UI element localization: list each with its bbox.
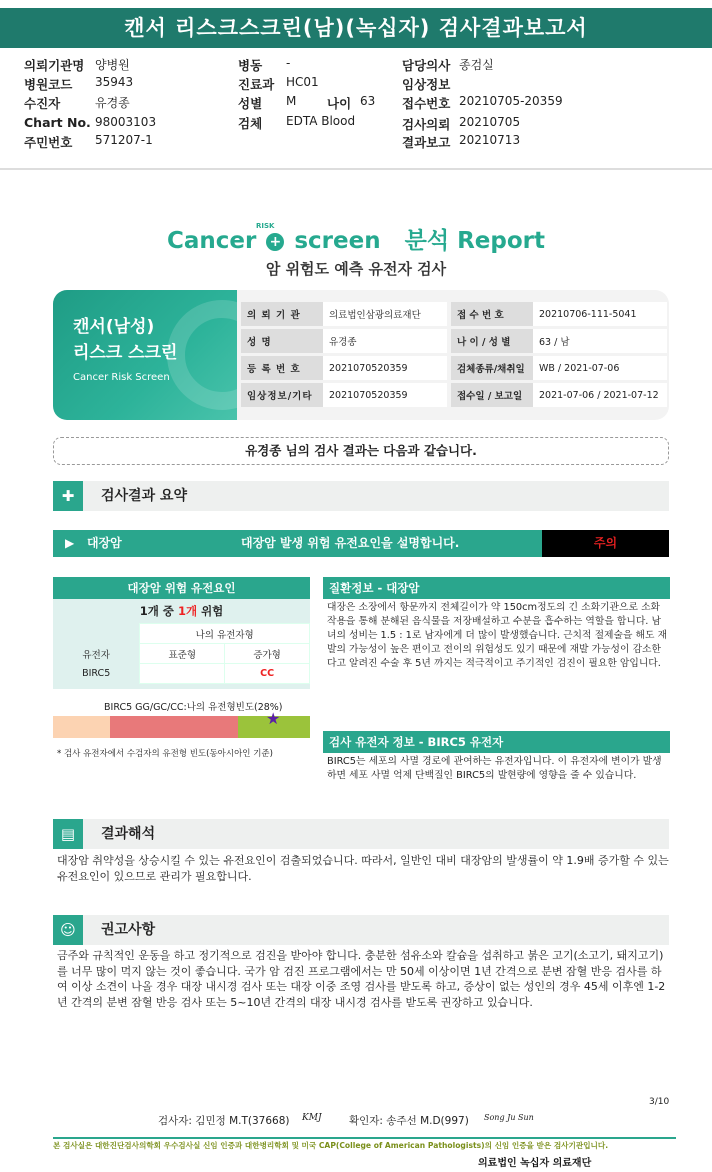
section-title: 검사결과 요약: [101, 488, 188, 504]
frequency-segment: [110, 716, 239, 738]
patient-info-block: [53, 290, 669, 420]
value: 98003103: [95, 115, 157, 129]
report-title: 캔서 리스크스크린(남)(녹십자) 검사결과보고서: [0, 8, 712, 48]
info-key: 등 록 번 호: [241, 356, 323, 380]
section-interpretation: [53, 819, 669, 849]
label: 진료과: [238, 77, 275, 92]
info-value: 63 / 남: [533, 329, 667, 353]
table-row: [241, 329, 667, 353]
table-row: [53, 664, 310, 684]
count-post: 위험: [201, 604, 224, 618]
info-key: 의 뢰 기 관: [241, 302, 323, 326]
label: 의뢰기관명: [24, 58, 85, 73]
label: 접수번호: [402, 96, 451, 111]
info-key: 임상정보/기타: [241, 383, 323, 407]
label: 수진자: [24, 96, 61, 111]
label: Chart No.: [24, 115, 91, 130]
std-col-header: 표준형: [140, 644, 225, 664]
brand-logo: [0, 222, 712, 255]
tester: 검사자: 김민정 M.T(37668): [158, 1115, 290, 1127]
brand-report: Report: [457, 228, 546, 254]
card-line2: 리스크 스크린: [73, 343, 178, 363]
info-value: 20210706-111-5041: [533, 302, 667, 326]
gene-name: BIRC5: [82, 668, 111, 679]
value: -: [286, 56, 291, 70]
plus-icon: +: [266, 233, 284, 251]
std-value: [140, 664, 225, 684]
info-value: 2021-07-06 / 2021-07-12: [533, 383, 667, 407]
brand-screen: screen: [294, 228, 381, 254]
label: 결과보고: [402, 135, 451, 150]
info-key: 나 이 / 성 별: [451, 329, 533, 353]
value: 20210705: [459, 115, 521, 129]
info-key: 접 수 번 호: [451, 302, 533, 326]
label: 나이: [327, 96, 352, 111]
table-row: [53, 624, 310, 644]
count-pre: 1개 중: [139, 604, 174, 618]
card-line1: 캔서(남성): [73, 317, 155, 337]
section-title: 권고사항: [101, 922, 156, 938]
value: HC01: [286, 75, 319, 89]
section-advice: [53, 915, 669, 945]
count-num: 1개: [177, 604, 198, 618]
frequency-label: BIRC5 GG/GC/CC:나의 유전형빈도(28%): [104, 702, 283, 713]
label: 검체: [238, 116, 263, 131]
label: 주민번호: [24, 135, 73, 150]
value: 유경종: [95, 96, 130, 110]
patient-header: [0, 54, 712, 166]
info-key: 검체종류/채취일: [451, 356, 533, 380]
advice-text: 금주와 규칙적인 운동을 하고 정기적으로 검진을 받아야 합니다. 충분한 섬유소와 칼슘을 섭취하고 붉은 고기(소고기, 돼지고기)를 너무 많이 먹지 않는 것이 좋습니다. 국가 암 검진 프로그램에서는 만 50세 이상이면 1년 간격으로 분변 잠혈 반응 검사를 하여 이상 소견이 나올 경우 대장 내시경 검사 또는 대장 이중 조영 검사를 받도록 하고, 증상이 없는 성인의 경우 45세 이후엔 1-2년 간격의 분변 잠혈 반응 검사 또는 5~10년 간격의 대장 내시경 검사를 받도록 권장하고 있습니다.: [57, 949, 666, 1009]
value: 63: [360, 94, 376, 108]
value: 35943: [95, 75, 134, 89]
risk-count: [53, 603, 310, 619]
confirmer: 확인자: 송주선 M.D(997): [349, 1115, 469, 1127]
risk-factor-title: 대장암 위험 유전요인: [53, 577, 310, 599]
value: 20210713: [459, 133, 521, 147]
product-card: [53, 290, 237, 420]
inc-value: CC: [225, 664, 310, 684]
brand-risk: RISK: [256, 222, 275, 230]
table-row: [241, 302, 667, 326]
value: 20210705-20359: [459, 94, 563, 108]
report-subtitle: 암 위험도 예측 유전자 검사: [265, 260, 447, 278]
info-value: 유경종: [323, 329, 447, 353]
footnote: * 검사 유전자에서 수검자의 유전형 빈도(동아시아인 기준): [57, 749, 273, 759]
label: 병원코드: [24, 77, 73, 92]
value: EDTA Blood: [286, 114, 356, 128]
info-value: 2021070520359: [323, 356, 447, 380]
brand-cancer: Cancer: [166, 228, 257, 254]
cancer-result-bar: [53, 530, 669, 557]
info-key: 접수일 / 보고일: [451, 383, 533, 407]
frequency-segment: [53, 716, 110, 738]
interpretation-text: 대장암 취약성을 상승시킬 수 있는 유전요인이 검출되었습니다. 따라서, 일반인 대비 대장암의 발생률이 약 1.9배 증가할 수 있는 유전요인이 있으므로 관리가 필요합니다.: [57, 854, 669, 883]
cancer-name: 대장암: [87, 536, 122, 550]
card-line3: Cancer Risk Screen: [73, 372, 170, 383]
greeting-box: 유경종 님의 검사 결과는 다음과 같습니다.: [53, 437, 669, 465]
report-icon: ▤: [53, 819, 83, 849]
info-value: WB / 2021-07-06: [533, 356, 667, 380]
people-icon: ☺: [53, 915, 83, 945]
disease-info-text: 대장은 소장에서 항문까지 전체길이가 약 150cm정도의 긴 소화기관으로 소화작용을 통해 분해된 음식물을 저장배설하고 수분을 흡수하는 역할을 합니다. 남녀의 성비는 1.5 : 1로 남자에게 더 많이 발생했습니다. 근치적 절제술을 해도 재발의 가능성이 높은 편이고 전이의 위험성도 있기 때문에 재발 가능성이 감소한다고 알려진 수술 후 5년 까지는 적극적이고 주기적인 검진이 필요한 암입니다.: [327, 602, 668, 669]
section-title: 결과해석: [101, 826, 156, 842]
gene-col-header: 유전자: [82, 649, 110, 661]
section-summary: [53, 481, 669, 511]
label: 임상정보: [402, 77, 451, 92]
label: 성별: [238, 96, 263, 111]
label: 병동: [238, 58, 263, 73]
label: 검사의뢰: [402, 117, 451, 132]
info-key: 성 명: [241, 329, 323, 353]
tester-signature: KMJ: [302, 1113, 322, 1123]
value: 종검실: [459, 58, 494, 72]
clipboard-plus-icon: ✚: [53, 481, 83, 511]
table-row: [241, 383, 667, 407]
footer-divider: [53, 1137, 676, 1139]
star-marker-icon: ★: [266, 709, 281, 728]
value: 571207-1: [95, 133, 153, 147]
play-icon: ▶: [65, 536, 75, 550]
value: M: [286, 94, 297, 108]
gene-info-text: BIRC5는 세포의 사멸 경로에 관여하는 유전자입니다. 이 유전자에 변이가 발생하면 세포 사멸 억제 단백질인 BIRC5의 발현량에 영향을 줄 수 있습니다.: [327, 756, 662, 781]
gene-info-title: 검사 유전자 정보 - BIRC5 유전자: [323, 731, 670, 753]
page-number: 3/10: [649, 1097, 670, 1107]
info-value: 2021070520359: [323, 383, 447, 407]
certification-note: 본 검사실은 대한진단검사의학회 우수검사실 신임 인증과 대한병리학회 및 미국 CAP(College of American Pathologists)의 신임 인증을 받은 검사기관입니다.: [53, 1141, 609, 1150]
institution-name: 의료법인 녹십자 의료재단: [478, 1158, 592, 1169]
info-value: 의료법인삼광의료재단: [323, 302, 447, 326]
cancer-message: 대장암 발생 위험 유전요인을 설명합니다.: [241, 536, 460, 550]
genotype-table: [53, 623, 310, 684]
table-row: [241, 356, 667, 380]
confirmer-signature: Song Ju Sun: [484, 1113, 534, 1122]
label: 담당의사: [402, 58, 451, 73]
inc-col-header: 증가형: [225, 644, 310, 664]
info-table: [241, 299, 667, 410]
my-genotype-header: 나의 유전자형: [140, 624, 310, 644]
decorative-arc: [167, 300, 237, 410]
status-badge: 주의: [542, 530, 669, 557]
table-row: [53, 644, 310, 664]
header-divider: [0, 168, 712, 170]
risk-factor-panel: [53, 599, 310, 689]
value: 양병원: [95, 58, 130, 72]
disease-info-title: 질환정보 - 대장암: [323, 577, 670, 599]
brand-kr: 분석: [404, 228, 450, 254]
